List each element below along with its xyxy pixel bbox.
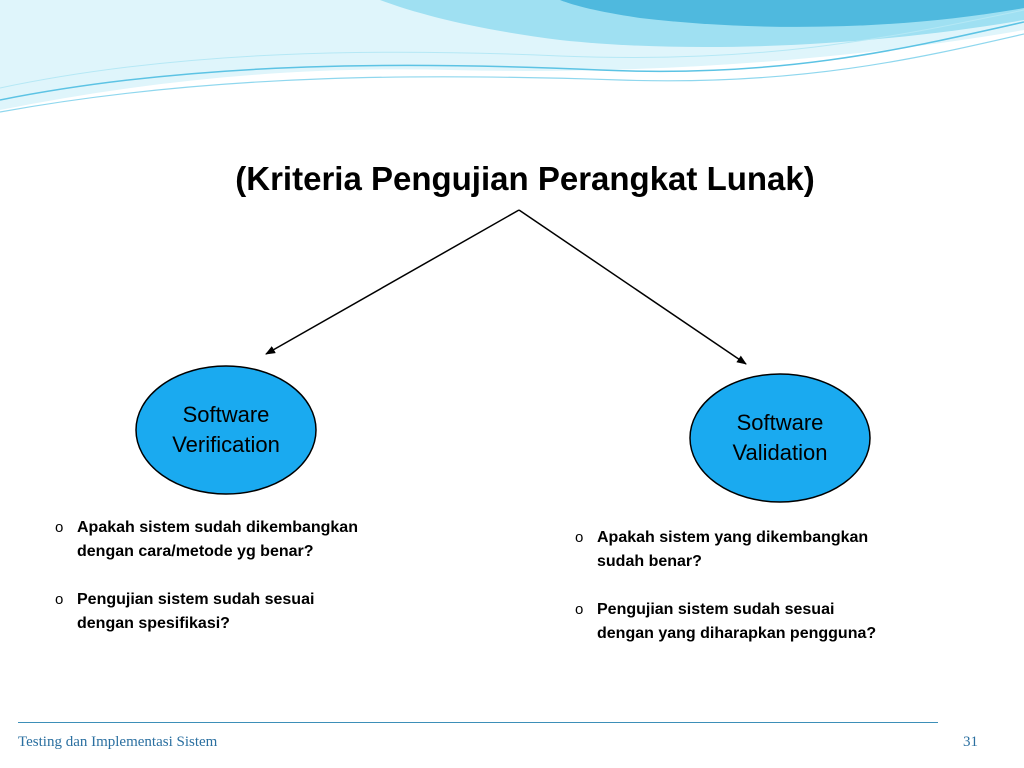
arrow-to-validation — [519, 210, 746, 364]
bullet-text-line: dengan spesifikasi? — [77, 615, 230, 632]
bullet-text-line: sudah benar? — [597, 553, 702, 570]
bullet-marker-icon: o — [55, 519, 64, 536]
bullet-marker-icon: o — [575, 529, 584, 546]
node-validation-label — [700, 408, 860, 468]
footer-divider — [18, 722, 938, 723]
list-item — [575, 526, 876, 574]
bullet-text-line: Apakah sistem sudah dikembangkan — [77, 519, 358, 536]
node-verification-line2: Verification — [172, 432, 280, 457]
node-validation-line1: Software — [736, 410, 824, 435]
bullet-text-line: Pengujian sistem sudah sesuai — [597, 601, 835, 618]
footer-title: Testing dan Implementasi Sistem — [18, 734, 218, 750]
node-verification-label — [146, 400, 306, 460]
bullet-marker-icon: o — [55, 591, 64, 608]
page-number: 31 — [963, 734, 978, 750]
list-item — [575, 598, 876, 646]
bullet-text-line: dengan cara/metode yg benar? — [77, 543, 314, 560]
list-item — [55, 516, 358, 564]
arrow-to-verification — [266, 210, 519, 354]
bullet-marker-icon: o — [575, 601, 584, 618]
verification-bullet-list — [55, 516, 358, 660]
validation-bullet-list — [575, 526, 876, 670]
bullet-text-line: Pengujian sistem sudah sesuai — [77, 591, 315, 608]
list-item — [55, 588, 358, 636]
slide-title: (Kriteria Pengujian Perangkat Lunak) — [235, 160, 815, 197]
node-validation-line2: Validation — [732, 440, 828, 465]
bullet-text-line: Apakah sistem yang dikembangkan — [597, 529, 869, 546]
node-verification-line1: Software — [182, 402, 270, 427]
bullet-text-line: dengan yang diharapkan pengguna? — [597, 625, 877, 642]
